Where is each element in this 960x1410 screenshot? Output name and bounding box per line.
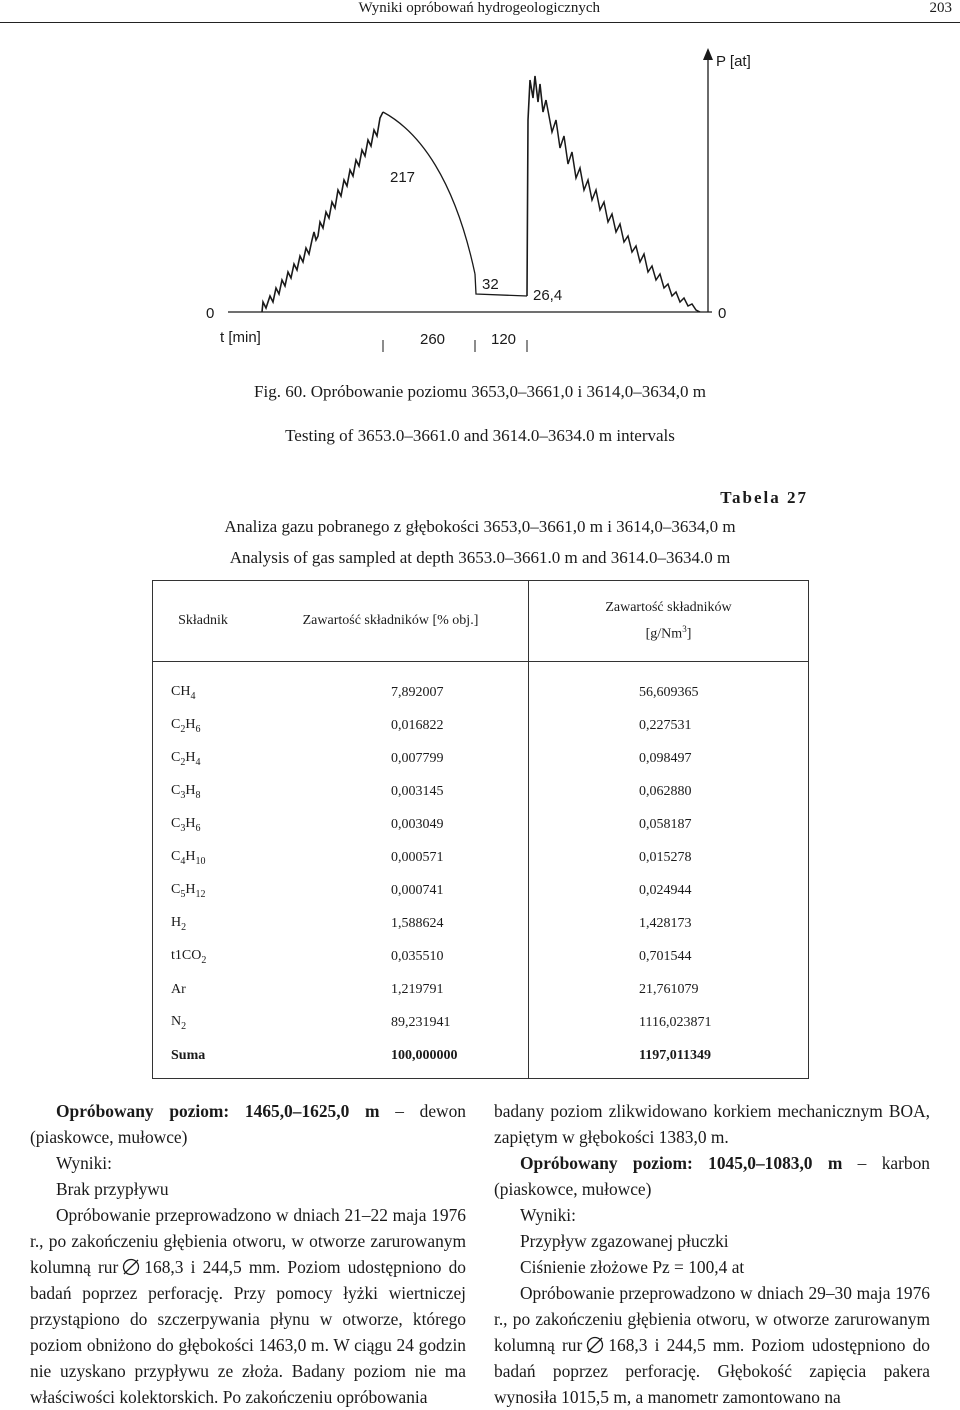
percent-cell: 0,000571 bbox=[253, 841, 529, 874]
table-sum-row bbox=[153, 1039, 809, 1079]
component-cell: $C_5H_{12}$ bbox=[171, 881, 206, 900]
gnm-cell: 56,609365 bbox=[639, 684, 699, 700]
figure-caption-pl: Fig. 60. Opróbowanie poziomu 3653,0–3661,0 i 3614,0–3634,0 m bbox=[254, 382, 706, 401]
component-cell: Ar bbox=[171, 981, 186, 997]
table-row bbox=[153, 841, 809, 874]
table-label: Tabela 27 bbox=[720, 488, 808, 507]
left-results-label: Wyniki: bbox=[56, 1153, 112, 1173]
gnm-cell: 1116,023871 bbox=[639, 1014, 712, 1030]
body-column-right bbox=[494, 1098, 930, 1410]
gnm-cell: 1,428173 bbox=[639, 915, 692, 931]
series-second-decline bbox=[546, 100, 700, 312]
header-component: Składnik bbox=[153, 581, 254, 662]
table-row bbox=[153, 874, 809, 907]
table-title-pl: Analiza gazu pobranego z głębokości 3653,0–3661,0 m i 3614,0–3634,0 m bbox=[224, 517, 736, 536]
header-gnm: Zawartość składników [g/Nm$^3$] bbox=[529, 581, 809, 662]
gnm-cell: 0,701544 bbox=[639, 948, 692, 964]
table-row bbox=[153, 662, 809, 710]
gnm-cell: 0,098497 bbox=[639, 750, 692, 766]
percent-cell: 0,003145 bbox=[253, 775, 529, 808]
low-label-2: 26,4 bbox=[533, 287, 563, 304]
component-cell: $t1CO_2$ bbox=[171, 947, 207, 966]
table-row bbox=[153, 742, 809, 775]
header-rule bbox=[0, 22, 960, 23]
gnm-cell: 0,015278 bbox=[639, 849, 692, 865]
component-cell: $C_3H_6$ bbox=[171, 815, 201, 834]
diameter-icon bbox=[122, 1258, 140, 1276]
pressure-chart bbox=[0, 40, 960, 360]
percent-cell: 0,003049 bbox=[253, 808, 529, 841]
percent-cell: 0,007799 bbox=[253, 742, 529, 775]
table-row bbox=[153, 973, 809, 1006]
left-zero-label: 0 bbox=[206, 305, 215, 322]
sum-label: Suma bbox=[171, 1047, 206, 1063]
figure-caption-en: Testing of 3653.0–3661.0 and 3614.0–3634.0 m intervals bbox=[285, 426, 675, 445]
series-buildup-curve bbox=[383, 112, 475, 274]
percent-cell: 0,016822 bbox=[253, 709, 529, 742]
percent-cell: 0,000741 bbox=[253, 874, 529, 907]
percent-cell: 0,035510 bbox=[253, 940, 529, 973]
right-p6: Opróbowanie przeprowadzono w dniach 29–30 maja 1976 r., po zakończeniu głębienia otworu, w otworze zarurowanym kolumną rur 168,3 i 244,5 mm. Poziom udostępniono do badań poprzez perforację. Głębokość zapięcia pakera wynosiła 1015,5 m, a manometr zamontowano na bbox=[494, 1283, 930, 1407]
right-inflow: Przypływ zgazowanej płuczki bbox=[520, 1231, 729, 1251]
table-row bbox=[153, 940, 809, 973]
sum-gnm: 1197,011349 bbox=[639, 1047, 711, 1063]
right-p1: badany poziom zlikwidowano korkiem mechanicznym BOA, zapiętym w głębokości 1383,0 m. bbox=[494, 1101, 930, 1147]
table-row bbox=[153, 808, 809, 841]
right-zero-label: 0 bbox=[718, 305, 727, 322]
table-title-en: Analysis of gas sampled at depth 3653.0–3661.0 m and 3614.0–3634.0 m bbox=[229, 548, 731, 567]
pressure-axis-arrow bbox=[703, 48, 713, 60]
diameter-icon bbox=[586, 1336, 604, 1354]
table-row bbox=[153, 709, 809, 742]
component-cell: $H_2$ bbox=[171, 914, 187, 933]
component-cell: $C_3H_8$ bbox=[171, 782, 201, 801]
percent-cell: 7,892007 bbox=[253, 662, 529, 710]
component-cell: $N_2$ bbox=[171, 1013, 187, 1032]
gnm-cell: 0,024944 bbox=[639, 882, 692, 898]
left-p1: Opróbowany poziom: 1465,0–1625,0 m – dewon (piaskowce, mułowce) bbox=[30, 1101, 466, 1147]
gnm-cell: 21,761079 bbox=[639, 981, 699, 997]
component-cell: $C_2H_6$ bbox=[171, 716, 201, 735]
x-axis-label: t [min] bbox=[220, 329, 261, 346]
left-p4: Opróbowanie przeprowadzono w dniach 21–22 maja 1976 r., po zakończeniu głębienia otworu, w otworze zarurowanym kolumną rur 168,3 i 244,5 mm. Poziom udostępniono do badań poprzez perforację. Przy pomocy łyżki wiertniczej przystąpiono do szczerpywania płynu w otworze, którego poziom obniżono do głębokości 1463,0 m. W ciągu 24 godzin nie uzyskano przypływu ze złoża. Badany poziom nie ma właściwości kolektorskich. Po zakończeniu opróbowania bbox=[30, 1205, 466, 1407]
sum-percent: 100,000000 bbox=[253, 1039, 529, 1079]
right-results-label: Wyniki: bbox=[520, 1205, 576, 1225]
gnm-cell: 0,062880 bbox=[639, 783, 692, 799]
time-label-1: 260 bbox=[420, 331, 446, 348]
running-title: Wyniki opróbowań hydrogeologicznych bbox=[358, 0, 600, 16]
left-no-inflow: Brak przypływu bbox=[56, 1179, 169, 1199]
percent-cell: 89,231941 bbox=[253, 1006, 529, 1039]
page-number: 203 bbox=[929, 0, 952, 16]
table-row bbox=[153, 1006, 809, 1039]
component-cell: $CH_4$ bbox=[171, 683, 196, 702]
percent-cell: 1,588624 bbox=[253, 907, 529, 940]
gnm-cell: 0,227531 bbox=[639, 717, 692, 733]
component-cell: $C_4H_{10}$ bbox=[171, 848, 206, 867]
component-cell: $C_2H_4$ bbox=[171, 749, 201, 768]
series-second-rise bbox=[527, 76, 546, 296]
gas-analysis-table bbox=[152, 580, 809, 1079]
low-label-1: 32 bbox=[482, 276, 499, 293]
time-label-2: 120 bbox=[491, 331, 517, 348]
right-p2: Opróbowany poziom: 1045,0–1083,0 m – karbon (piaskowce, mułowce) bbox=[494, 1153, 930, 1199]
header-percent: Zawartość składników [% obj.] bbox=[253, 581, 529, 662]
right-pressure: Ciśnienie złożowe Pz = 100,4 at bbox=[520, 1257, 745, 1277]
gnm-cell: 0,058187 bbox=[639, 816, 692, 832]
percent-cell: 1,219791 bbox=[253, 973, 529, 1006]
body-column-left bbox=[30, 1098, 466, 1410]
table-row bbox=[153, 907, 809, 940]
table-row bbox=[153, 775, 809, 808]
series-first-rise bbox=[262, 112, 383, 312]
peak-label: 217 bbox=[390, 169, 416, 186]
y-axis-label: P [at] bbox=[716, 53, 751, 70]
